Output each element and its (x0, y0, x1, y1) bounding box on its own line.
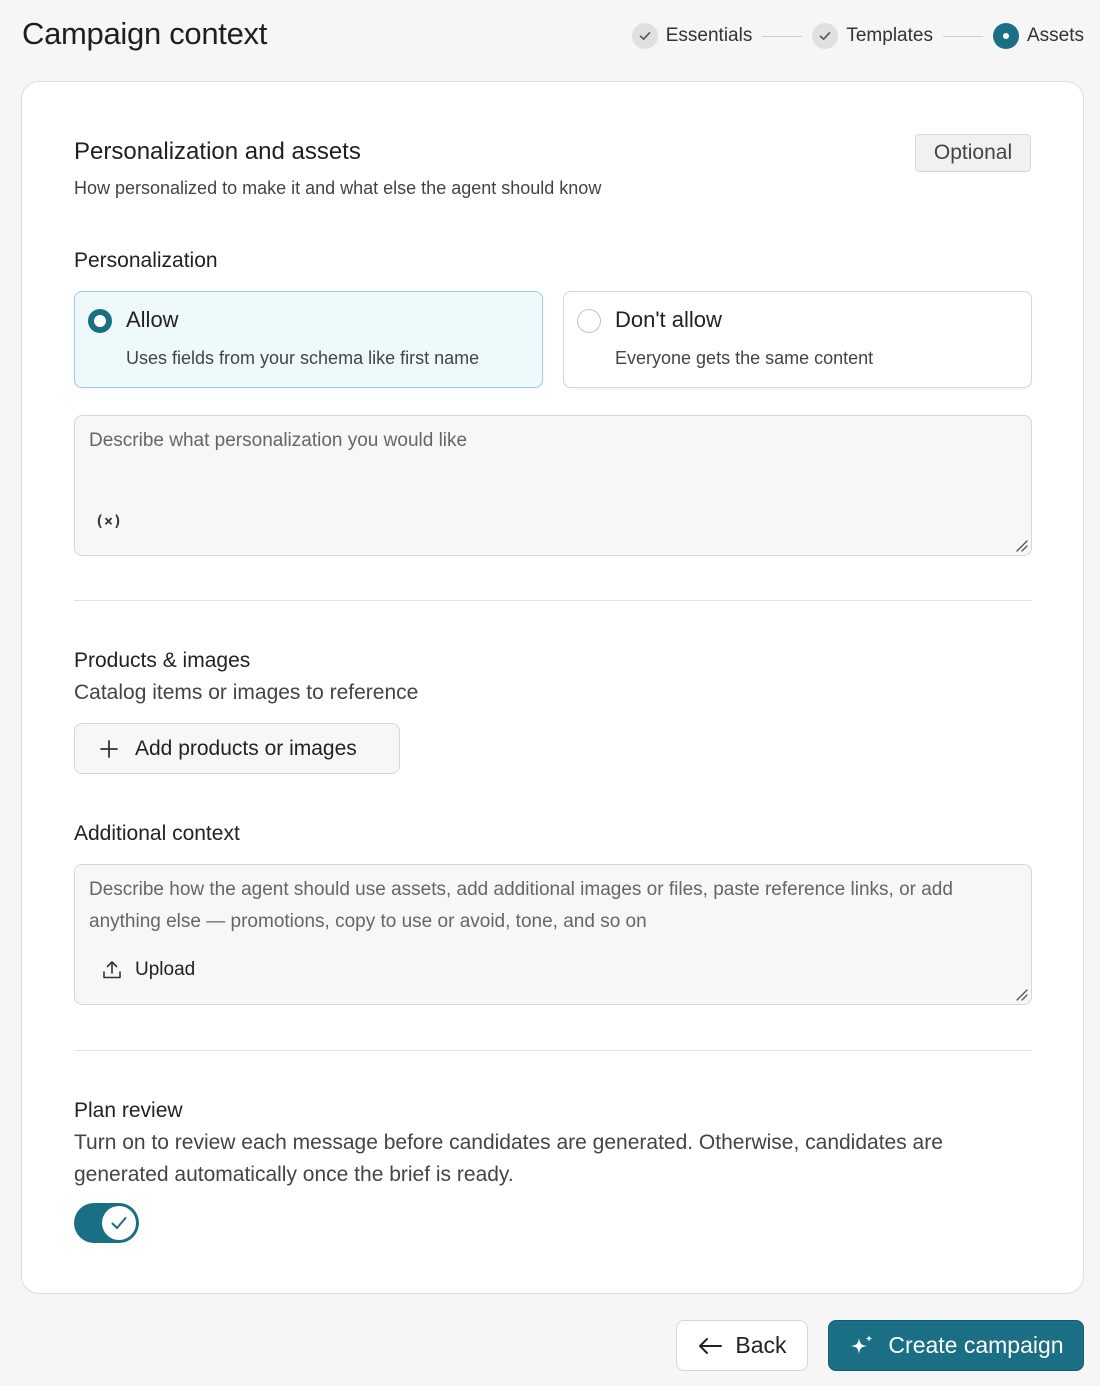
active-step-icon (993, 23, 1019, 49)
toggle-knob (102, 1206, 136, 1240)
add-products-label: Add products or images (135, 736, 357, 760)
step-assets[interactable] (993, 23, 1084, 49)
step-label: Templates (846, 25, 933, 46)
assets-card (21, 81, 1084, 1294)
check-icon (632, 23, 658, 49)
step-connector (943, 36, 983, 37)
upload-button[interactable] (101, 959, 195, 981)
radio-unselected-icon (577, 309, 601, 333)
additional-context-label: Additional context (74, 822, 240, 845)
optional-badge: Optional (915, 134, 1031, 172)
radio-description: Uses fields from your schema like first name (126, 348, 480, 368)
plan-review-description: Turn on to review each message before candidates are generated. Otherwise, candidates are generated automatically once the brief is ready. (74, 1131, 943, 1186)
plan-review-label: Plan review (74, 1099, 183, 1122)
sparkle-icon (848, 1333, 876, 1359)
step-label: Assets (1026, 25, 1084, 46)
additional-context-textarea[interactable] (74, 864, 1032, 1005)
plus-icon (99, 739, 119, 759)
insert-variable-icon[interactable]: (×) (95, 512, 123, 530)
back-label: Back (735, 1332, 787, 1358)
step-templates[interactable] (812, 23, 933, 49)
section-subtitle: How personalized to make it and what else the agent should know (74, 178, 602, 198)
radio-title: Allow (126, 307, 179, 332)
products-description: Catalog items or images to reference (74, 681, 419, 704)
upload-icon (101, 959, 123, 981)
check-icon (109, 1213, 129, 1233)
upload-label: Upload (135, 959, 196, 980)
divider (74, 600, 1032, 601)
add-products-button[interactable] (74, 723, 400, 774)
create-campaign-button[interactable] (828, 1320, 1084, 1371)
radio-selected-icon (88, 309, 112, 333)
radio-title: Don't allow (615, 307, 722, 332)
step-essentials[interactable] (632, 23, 753, 49)
page-title: Campaign context (22, 16, 268, 51)
create-campaign-label: Create campaign (888, 1332, 1064, 1358)
radio-description: Everyone gets the same content (615, 348, 874, 368)
page-header (0, 0, 1100, 72)
radio-dont-allow[interactable] (563, 291, 1032, 388)
section-title: Personalization and assets (74, 138, 361, 165)
arrow-left-icon (697, 1336, 723, 1356)
resize-handle-icon[interactable] (1013, 986, 1029, 1002)
plan-review-toggle[interactable] (74, 1203, 139, 1243)
resize-handle-icon[interactable] (1013, 537, 1029, 553)
personalization-placeholder: Describe what personalization you would like (89, 430, 468, 451)
step-connector (762, 36, 802, 37)
radio-allow[interactable] (74, 291, 543, 388)
check-icon (812, 23, 838, 49)
stepper (632, 22, 1084, 50)
products-label: Products & images (74, 649, 251, 672)
divider (74, 1050, 1032, 1051)
additional-context-placeholder: Describe how the agent should use assets, add additional images or files, paste reference links, or add anything else — promotions, copy to use or avoid, tone, and so on (89, 879, 953, 932)
step-label: Essentials (665, 25, 753, 46)
personalization-label: Personalization (74, 249, 218, 272)
personalization-textarea[interactable] (74, 415, 1032, 556)
back-button[interactable] (676, 1320, 808, 1371)
